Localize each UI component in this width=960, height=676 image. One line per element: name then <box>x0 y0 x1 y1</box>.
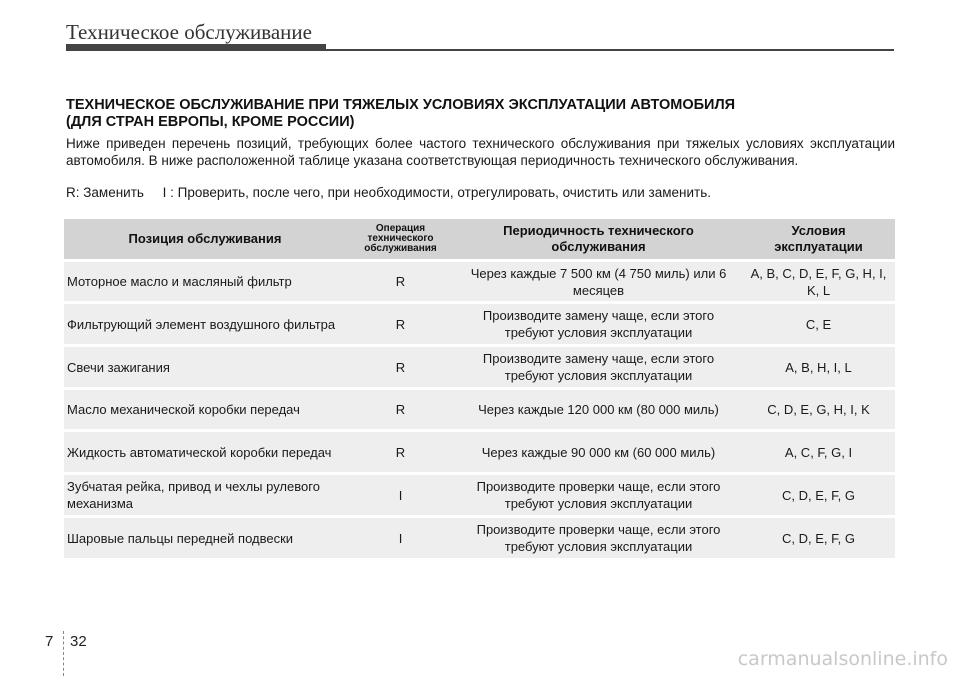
table-row <box>64 432 895 472</box>
section-title-line-1: ТЕХНИЧЕСКОЕ ОБСЛУЖИВАНИЕ ПРИ ТЯЖЕЛЫХ УСЛОВИЯХ ЭКСПЛУАТАЦИИ АВТОМОБИЛЯ <box>66 97 736 113</box>
cell-conditions: A, B, C, D, E, F, G, H, I, K, L <box>742 262 895 301</box>
footer-divider <box>63 631 64 676</box>
section-title-line-2: (ДЛЯ СТРАН ЕВРОПЫ, КРОМЕ РОССИИ) <box>66 114 355 130</box>
cell-operation: I <box>346 518 455 558</box>
footer-chapter-number: 7 <box>45 633 54 650</box>
header-period: Периодичность технического обслуживания <box>455 219 742 259</box>
cell-period: Через каждые 120 000 км (80 000 миль) <box>455 390 742 429</box>
cell-position: Жидкость автоматической коробки передач <box>64 432 346 472</box>
cell-period: Производите замену чаще, если этого требуют условия эксплуатации <box>455 347 742 387</box>
cell-operation: I <box>346 475 455 515</box>
cell-period: Производите замену чаще, если этого требуют условия эксплуатации <box>455 304 742 344</box>
cell-operation: R <box>346 304 455 344</box>
table-row <box>64 304 895 344</box>
watermark: carmanualsonline.info <box>737 648 948 670</box>
legend-line: R: Заменить I : Проверить, после чего, при необходимости, отрегулировать, очистить или заменить. <box>66 185 711 200</box>
cell-position: Зубчатая рейка, привод и чехлы рулевого механизма <box>64 475 346 515</box>
cell-conditions: C, E <box>742 304 895 344</box>
header-rule-thick <box>66 44 326 51</box>
cell-position: Моторное масло и масляный фильтр <box>64 262 346 301</box>
cell-position: Фильтрующий элемент воздушного фильтра <box>64 304 346 344</box>
table-header-row <box>64 219 895 259</box>
intro-paragraph: Ниже приведен перечень позиций, требующих более частого технического обслуживания при тяжелых условиях эксплуатации автомобиля. В ниже расположенной таблице указана соответствующая периодичность технического обслуживания. <box>66 136 895 168</box>
cell-position: Свечи зажигания <box>64 347 346 387</box>
page-header-title: Техническое обслуживание <box>66 20 312 44</box>
header-rule-thin <box>326 49 894 51</box>
cell-conditions: C, D, E, F, G <box>742 475 895 515</box>
table-row <box>64 390 895 429</box>
header-conditions: Условия эксплуатации <box>742 219 895 259</box>
cell-position: Масло механической коробки передач <box>64 390 346 429</box>
maintenance-table <box>64 216 895 561</box>
cell-conditions: C, D, E, F, G <box>742 518 895 558</box>
section-title <box>66 97 896 131</box>
cell-period: Через каждые 7 500 км (4 750 миль) или 6 месяцев <box>455 262 742 301</box>
footer-page-number: 32 <box>70 633 87 650</box>
cell-conditions: C, D, E, G, H, I, K <box>742 390 895 429</box>
cell-position: Шаровые пальцы передней подвески <box>64 518 346 558</box>
table-row <box>64 262 895 301</box>
table-row <box>64 475 895 515</box>
cell-conditions: A, B, H, I, L <box>742 347 895 387</box>
header-position: Позиция обслуживания <box>64 219 346 259</box>
cell-operation: R <box>346 390 455 429</box>
cell-period: Производите проверки чаще, если этого требуют условия эксплуатации <box>455 475 742 515</box>
cell-operation: R <box>346 432 455 472</box>
table-row <box>64 518 895 558</box>
cell-operation: R <box>346 347 455 387</box>
cell-period: Производите проверки чаще, если этого требуют условия эксплуатации <box>455 518 742 558</box>
table-row <box>64 347 895 387</box>
cell-conditions: A, C, F, G, I <box>742 432 895 472</box>
cell-period: Через каждые 90 000 км (60 000 миль) <box>455 432 742 472</box>
cell-operation: R <box>346 262 455 301</box>
header-operation: Операция технического обслуживания <box>346 219 455 259</box>
